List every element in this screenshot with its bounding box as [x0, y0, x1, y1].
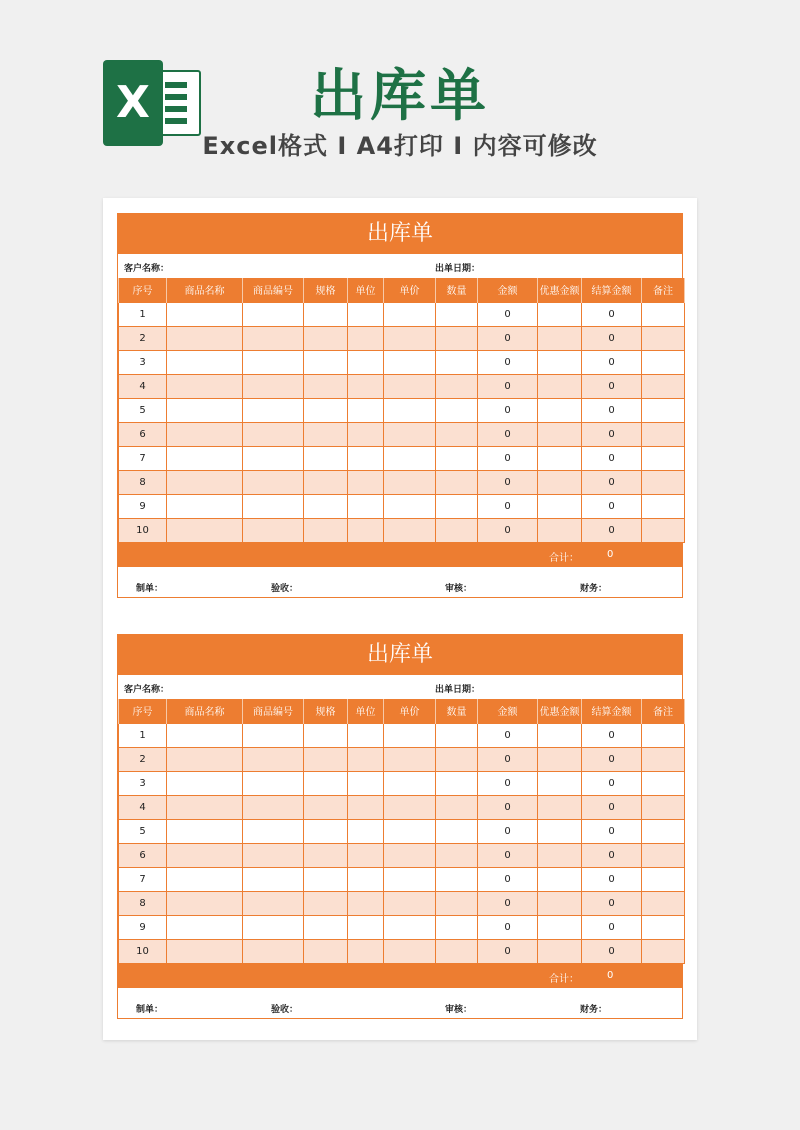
col-header: 序号: [119, 699, 167, 723]
table-cell[interactable]: [167, 891, 243, 915]
table-cell[interactable]: [243, 891, 304, 915]
table-cell[interactable]: 0: [478, 843, 538, 867]
table-cell[interactable]: 3: [119, 350, 167, 374]
table-cell[interactable]: 0: [582, 422, 642, 446]
form-title: 出库单: [118, 214, 682, 254]
table-cell[interactable]: [642, 494, 685, 518]
table-cell[interactable]: [243, 422, 304, 446]
table-cell[interactable]: [304, 723, 348, 747]
table-cell[interactable]: [436, 446, 478, 470]
table-cell[interactable]: [642, 518, 685, 542]
table-cell[interactable]: 0: [582, 350, 642, 374]
table-cell[interactable]: 4: [119, 795, 167, 819]
table-cell[interactable]: [167, 302, 243, 326]
table-row: [119, 771, 685, 795]
table-cell[interactable]: 0: [478, 819, 538, 843]
table-cell[interactable]: [642, 747, 685, 771]
table-cell[interactable]: [167, 374, 243, 398]
table-cell[interactable]: [167, 867, 243, 891]
table-cell[interactable]: [167, 518, 243, 542]
col-header: 数量: [436, 278, 478, 302]
form-title: 出库单: [118, 635, 682, 675]
table-row: [119, 470, 685, 494]
table-cell[interactable]: 2: [119, 747, 167, 771]
signature-row: [118, 567, 682, 597]
table-cell[interactable]: 0: [478, 867, 538, 891]
col-header: 金额: [478, 278, 538, 302]
table-cell[interactable]: [436, 398, 478, 422]
maker-label: 制单：: [136, 583, 164, 594]
table-cell[interactable]: [348, 398, 384, 422]
table-cell[interactable]: [243, 326, 304, 350]
table-row: [119, 747, 685, 771]
table-cell[interactable]: [243, 795, 304, 819]
table-cell[interactable]: 7: [119, 446, 167, 470]
col-header: 结算金额: [582, 699, 642, 723]
table-cell[interactable]: [436, 350, 478, 374]
info-row: [118, 675, 682, 699]
table-cell[interactable]: [642, 939, 685, 963]
table-cell[interactable]: [642, 350, 685, 374]
page-title: 出库单: [310, 64, 490, 129]
table-header-row: [119, 278, 685, 302]
table-cell[interactable]: [167, 939, 243, 963]
table-cell[interactable]: [436, 915, 478, 939]
table-cell[interactable]: 0: [582, 446, 642, 470]
table-cell[interactable]: [436, 843, 478, 867]
table-cell[interactable]: [348, 891, 384, 915]
table-cell[interactable]: [538, 326, 582, 350]
table-cell[interactable]: 3: [119, 771, 167, 795]
table-cell[interactable]: [538, 422, 582, 446]
table-cell[interactable]: 0: [478, 939, 538, 963]
table-cell[interactable]: [538, 843, 582, 867]
table-cell[interactable]: [304, 350, 348, 374]
inspector-label: 验收：: [271, 583, 299, 594]
table-cell[interactable]: [243, 446, 304, 470]
table-cell[interactable]: 0: [582, 398, 642, 422]
table-cell[interactable]: [538, 939, 582, 963]
table-cell[interactable]: [348, 915, 384, 939]
col-header: 备注: [642, 278, 685, 302]
table-cell[interactable]: [642, 795, 685, 819]
table-cell[interactable]: 0: [582, 795, 642, 819]
table-cell[interactable]: 0: [478, 723, 538, 747]
table-cell[interactable]: 1: [119, 302, 167, 326]
table-cell[interactable]: [348, 771, 384, 795]
col-header: 单价: [384, 278, 436, 302]
table-cell[interactable]: [167, 795, 243, 819]
table-cell[interactable]: [167, 819, 243, 843]
table-cell[interactable]: [538, 795, 582, 819]
date-label: 出单日期：: [435, 685, 481, 695]
table-cell[interactable]: [384, 867, 436, 891]
table-cell[interactable]: [167, 446, 243, 470]
table-row: [119, 446, 685, 470]
table-cell[interactable]: [538, 494, 582, 518]
table-cell[interactable]: [384, 494, 436, 518]
table-row: [119, 867, 685, 891]
table-cell[interactable]: 5: [119, 819, 167, 843]
table-cell[interactable]: [642, 867, 685, 891]
table-cell[interactable]: [436, 891, 478, 915]
table-cell[interactable]: [642, 915, 685, 939]
goods-table: [118, 278, 685, 543]
table-cell[interactable]: 0: [478, 350, 538, 374]
table-cell[interactable]: 0: [582, 867, 642, 891]
table-cell[interactable]: [243, 819, 304, 843]
table-row: [119, 795, 685, 819]
table-cell[interactable]: 5: [119, 398, 167, 422]
table-cell[interactable]: 0: [478, 891, 538, 915]
table-cell[interactable]: [348, 795, 384, 819]
col-header: 商品编号: [243, 699, 304, 723]
table-cell[interactable]: [642, 326, 685, 350]
table-cell[interactable]: [538, 302, 582, 326]
col-header: 规格: [304, 278, 348, 302]
table-cell[interactable]: [304, 398, 348, 422]
table-cell[interactable]: [384, 915, 436, 939]
table-cell[interactable]: 0: [582, 470, 642, 494]
table-cell[interactable]: 0: [582, 819, 642, 843]
total-bar: [118, 964, 682, 988]
col-header: 备注: [642, 699, 685, 723]
table-cell[interactable]: [538, 747, 582, 771]
table-cell[interactable]: [384, 470, 436, 494]
table-cell[interactable]: [167, 326, 243, 350]
table-cell[interactable]: [642, 771, 685, 795]
total-value: 0: [607, 548, 614, 560]
table-cell[interactable]: [642, 302, 685, 326]
table-cell[interactable]: [243, 843, 304, 867]
table-cell[interactable]: [243, 939, 304, 963]
table-cell[interactable]: [243, 494, 304, 518]
col-header: 单位: [348, 278, 384, 302]
maker-label: 制单：: [136, 1004, 164, 1015]
table-cell[interactable]: 0: [478, 302, 538, 326]
table-cell[interactable]: [243, 771, 304, 795]
table-cell[interactable]: [642, 819, 685, 843]
col-header: 数量: [436, 699, 478, 723]
table-cell[interactable]: [304, 422, 348, 446]
table-cell[interactable]: [384, 422, 436, 446]
table-cell[interactable]: 0: [478, 446, 538, 470]
table-cell[interactable]: [436, 326, 478, 350]
col-header: 结算金额: [582, 278, 642, 302]
table-cell[interactable]: [304, 326, 348, 350]
table-cell[interactable]: [243, 302, 304, 326]
table-row: [119, 723, 685, 747]
table-cell[interactable]: [348, 446, 384, 470]
table-cell[interactable]: [304, 446, 348, 470]
table-cell[interactable]: [167, 723, 243, 747]
table-cell[interactable]: 6: [119, 843, 167, 867]
table-cell[interactable]: [243, 915, 304, 939]
table-cell[interactable]: [304, 302, 348, 326]
table-cell[interactable]: [348, 747, 384, 771]
table-cell[interactable]: [538, 891, 582, 915]
table-cell[interactable]: [436, 747, 478, 771]
table-cell[interactable]: [642, 398, 685, 422]
table-cell[interactable]: [348, 518, 384, 542]
table-cell[interactable]: [167, 771, 243, 795]
table-cell[interactable]: 0: [478, 518, 538, 542]
table-cell[interactable]: [642, 422, 685, 446]
table-cell[interactable]: 8: [119, 470, 167, 494]
table-cell[interactable]: 2: [119, 326, 167, 350]
table-row: [119, 891, 685, 915]
page-header: [0, 0, 800, 190]
table-cell[interactable]: [304, 374, 348, 398]
table-cell[interactable]: 0: [582, 494, 642, 518]
table-cell[interactable]: [304, 494, 348, 518]
table-cell[interactable]: [348, 723, 384, 747]
table-cell[interactable]: [436, 819, 478, 843]
reviewer-label: 审核：: [445, 583, 473, 594]
table-cell[interactable]: [384, 819, 436, 843]
table-cell[interactable]: [384, 795, 436, 819]
table-header-row: [119, 699, 685, 723]
table-cell[interactable]: [538, 518, 582, 542]
table-cell[interactable]: [167, 494, 243, 518]
customer-label: 客户名称：: [124, 264, 170, 274]
table-cell[interactable]: [348, 843, 384, 867]
table-cell[interactable]: [167, 915, 243, 939]
table-cell[interactable]: [304, 470, 348, 494]
outbound-form-1: [117, 213, 683, 598]
total-label: 合计：: [549, 552, 579, 564]
table-row: [119, 374, 685, 398]
table-row: [119, 518, 685, 542]
table-cell[interactable]: 0: [478, 915, 538, 939]
col-header: 规格: [304, 699, 348, 723]
table-cell[interactable]: 0: [582, 771, 642, 795]
table-cell[interactable]: [538, 446, 582, 470]
col-header: 优惠金额: [538, 278, 582, 302]
table-cell[interactable]: [243, 867, 304, 891]
table-cell[interactable]: [538, 374, 582, 398]
table-cell[interactable]: [304, 747, 348, 771]
table-cell[interactable]: [384, 326, 436, 350]
col-header: 商品名称: [167, 278, 243, 302]
table-cell[interactable]: [436, 494, 478, 518]
table-cell[interactable]: [384, 518, 436, 542]
table-cell[interactable]: [348, 819, 384, 843]
table-cell[interactable]: 0: [582, 374, 642, 398]
table-cell[interactable]: [304, 795, 348, 819]
finance-label: 财务：: [580, 583, 608, 594]
table-cell[interactable]: [642, 843, 685, 867]
table-cell[interactable]: [436, 470, 478, 494]
table-cell[interactable]: 0: [478, 470, 538, 494]
table-cell[interactable]: [436, 867, 478, 891]
table-cell[interactable]: [384, 350, 436, 374]
table-row: [119, 398, 685, 422]
table-cell[interactable]: [538, 398, 582, 422]
table-cell[interactable]: [348, 374, 384, 398]
table-cell[interactable]: [436, 302, 478, 326]
table-cell[interactable]: [304, 843, 348, 867]
table-cell[interactable]: 0: [582, 915, 642, 939]
goods-table: [118, 699, 685, 964]
table-cell[interactable]: [167, 843, 243, 867]
table-cell[interactable]: [538, 819, 582, 843]
table-cell[interactable]: [167, 398, 243, 422]
col-header: 优惠金额: [538, 699, 582, 723]
table-cell[interactable]: [436, 939, 478, 963]
table-cell[interactable]: 0: [582, 891, 642, 915]
table-cell[interactable]: 0: [478, 326, 538, 350]
table-cell[interactable]: [436, 422, 478, 446]
table-row: [119, 915, 685, 939]
table-cell[interactable]: [384, 302, 436, 326]
table-cell[interactable]: [642, 723, 685, 747]
table-cell[interactable]: 0: [478, 422, 538, 446]
table-cell[interactable]: [243, 374, 304, 398]
info-row: [118, 254, 682, 278]
total-value: 0: [607, 969, 614, 981]
signature-row: [118, 988, 682, 1018]
table-cell[interactable]: [243, 723, 304, 747]
table-cell[interactable]: [436, 771, 478, 795]
reviewer-label: 审核：: [445, 1004, 473, 1015]
table-cell[interactable]: 1: [119, 723, 167, 747]
outbound-form-2: [117, 634, 683, 1019]
table-cell[interactable]: [538, 470, 582, 494]
table-cell[interactable]: [243, 398, 304, 422]
table-cell[interactable]: [348, 470, 384, 494]
table-cell[interactable]: 4: [119, 374, 167, 398]
col-header: 金额: [478, 699, 538, 723]
table-cell[interactable]: 8: [119, 891, 167, 915]
table-cell[interactable]: [436, 374, 478, 398]
table-cell[interactable]: 10: [119, 939, 167, 963]
table-cell[interactable]: [436, 518, 478, 542]
table-cell[interactable]: [243, 518, 304, 542]
table-cell[interactable]: 0: [582, 939, 642, 963]
table-cell[interactable]: 10: [119, 518, 167, 542]
table-cell[interactable]: [167, 747, 243, 771]
table-cell[interactable]: [304, 771, 348, 795]
col-header: 单价: [384, 699, 436, 723]
finance-label: 财务：: [580, 1004, 608, 1015]
table-cell[interactable]: 0: [478, 398, 538, 422]
table-row: [119, 843, 685, 867]
table-cell[interactable]: [642, 446, 685, 470]
table-cell[interactable]: [304, 891, 348, 915]
excel-letter: X: [103, 60, 163, 146]
table-cell[interactable]: [538, 771, 582, 795]
table-cell[interactable]: 0: [582, 326, 642, 350]
table-cell[interactable]: [538, 867, 582, 891]
table-cell[interactable]: 0: [478, 771, 538, 795]
table-cell[interactable]: [538, 915, 582, 939]
table-cell[interactable]: [384, 747, 436, 771]
table-cell[interactable]: [384, 891, 436, 915]
table-cell[interactable]: [384, 723, 436, 747]
table-cell[interactable]: [167, 350, 243, 374]
table-cell[interactable]: 0: [582, 723, 642, 747]
table-cell[interactable]: [384, 374, 436, 398]
table-cell[interactable]: 0: [478, 747, 538, 771]
table-cell[interactable]: 0: [582, 843, 642, 867]
table-row: [119, 350, 685, 374]
table-cell[interactable]: 9: [119, 494, 167, 518]
customer-label: 客户名称：: [124, 685, 170, 695]
table-cell[interactable]: [348, 867, 384, 891]
total-label: 合计：: [549, 973, 579, 985]
col-header: 序号: [119, 278, 167, 302]
table-row: [119, 302, 685, 326]
table-cell[interactable]: [538, 350, 582, 374]
table-cell[interactable]: [384, 843, 436, 867]
table-row: [119, 939, 685, 963]
table-cell[interactable]: [436, 795, 478, 819]
table-cell[interactable]: [243, 350, 304, 374]
table-cell[interactable]: [304, 518, 348, 542]
table-cell[interactable]: 0: [478, 494, 538, 518]
table-cell[interactable]: 0: [582, 747, 642, 771]
table-cell[interactable]: [384, 398, 436, 422]
table-cell[interactable]: [436, 723, 478, 747]
table-cell[interactable]: [642, 470, 685, 494]
table-cell[interactable]: [642, 374, 685, 398]
table-cell[interactable]: [167, 422, 243, 446]
col-header: 商品名称: [167, 699, 243, 723]
table-cell[interactable]: [384, 771, 436, 795]
table-cell[interactable]: [642, 891, 685, 915]
table-cell[interactable]: 0: [582, 518, 642, 542]
table-cell[interactable]: 7: [119, 867, 167, 891]
table-row: [119, 819, 685, 843]
table-cell[interactable]: [538, 723, 582, 747]
table-cell[interactable]: [243, 470, 304, 494]
table-cell[interactable]: 6: [119, 422, 167, 446]
col-header: 单位: [348, 699, 384, 723]
table-cell[interactable]: [243, 747, 304, 771]
table-cell[interactable]: 0: [582, 302, 642, 326]
table-cell[interactable]: 0: [478, 374, 538, 398]
table-cell[interactable]: 0: [478, 795, 538, 819]
table-row: [119, 422, 685, 446]
table-cell[interactable]: [304, 915, 348, 939]
table-cell[interactable]: [304, 939, 348, 963]
table-cell[interactable]: 9: [119, 915, 167, 939]
table-cell[interactable]: [384, 939, 436, 963]
table-cell[interactable]: [384, 446, 436, 470]
table-cell[interactable]: [348, 326, 384, 350]
page-subtitle: Excel格式 I A4打印 I 内容可修改: [202, 132, 598, 160]
table-cell[interactable]: [348, 939, 384, 963]
date-label: 出单日期：: [435, 264, 481, 274]
table-cell[interactable]: [304, 867, 348, 891]
table-row: [119, 326, 685, 350]
table-cell[interactable]: [304, 819, 348, 843]
table-cell[interactable]: [348, 494, 384, 518]
table-cell[interactable]: [348, 302, 384, 326]
table-cell[interactable]: [348, 350, 384, 374]
inspector-label: 验收：: [271, 1004, 299, 1015]
total-bar: [118, 543, 682, 567]
table-cell[interactable]: [167, 470, 243, 494]
table-row: [119, 494, 685, 518]
col-header: 商品编号: [243, 278, 304, 302]
table-cell[interactable]: [348, 422, 384, 446]
